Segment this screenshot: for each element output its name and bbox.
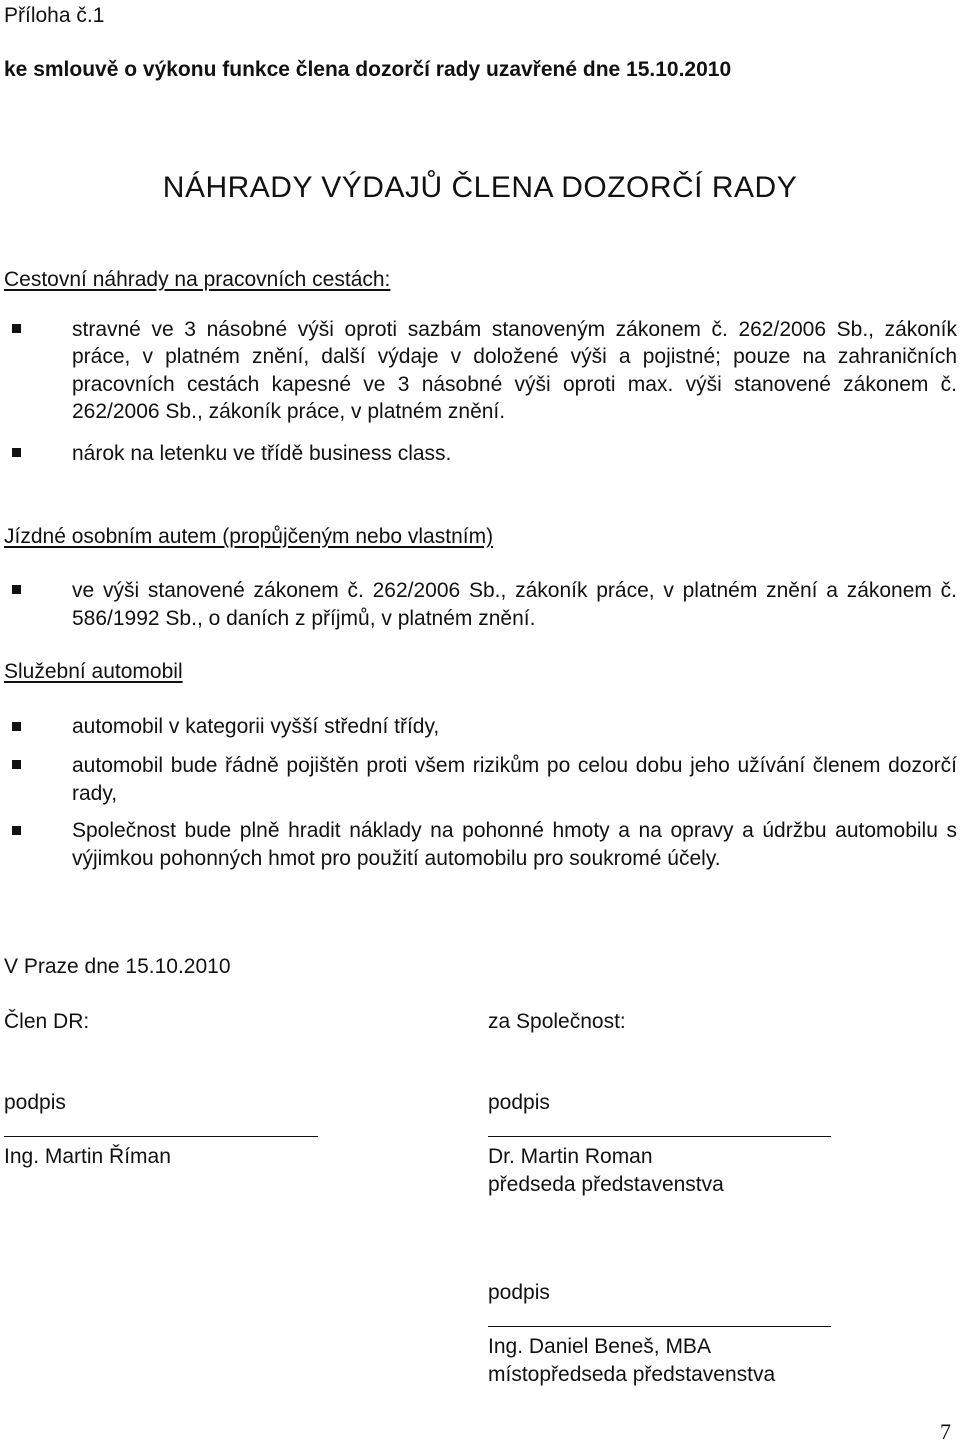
list-item-flight: nárok na letenku ve třídě business class. — [72, 442, 452, 465]
signature-line — [488, 1326, 831, 1327]
contract-reference: ke smlouvě o výkonu funkce člena dozorčí rady uzavřené dne 15.10.2010 — [4, 58, 732, 81]
signature-label: podpis — [488, 1281, 550, 1304]
page-title: NÁHRADY VÝDAJŮ ČLENA DOZORČÍ RADY — [162, 171, 798, 204]
list-item-travel-allowance: stravné ve 3 násobné výši oproti sazbám stanoveným zákonem č. 262/2006 Sb., zákoník práce, v platném znění, další výdaje v doložené výši a pojistné; pouze na zahraničních pracovních cestách kapesné ve 3 násobné výši oproti max. výši stanovené zákonem č. 262/2006 Sb., zákoník práce, v platném znění. — [72, 318, 957, 423]
list-item-car-fees: ve výši stanovené zákonem č. 262/2006 Sb., zákoník práce, v platném znění a zákonem č. 586/1992 Sb., o daních z příjmů, v platném znění. — [72, 579, 957, 630]
bullet-icon — [12, 722, 21, 731]
signatory-name: Ing. Martin Říman — [4, 1145, 171, 1168]
list-item-car-insurance-text: automobil bude řádně pojištěn proti všem rizikům po celou dobu jeho užívání členem dozorčí rady, — [72, 754, 957, 805]
signatory-name: Dr. Martin Roman — [488, 1145, 653, 1168]
signature-label: podpis — [488, 1091, 550, 1114]
signature-line — [4, 1136, 318, 1137]
signatory-name: Ing. Daniel Beneš, MBA — [488, 1335, 711, 1358]
section-heading-company-car: Služební automobil — [4, 660, 183, 683]
bullet-icon — [12, 826, 21, 835]
signature-label: podpis — [4, 1091, 66, 1114]
bullet-icon — [12, 324, 21, 333]
place-date: V Praze dne 15.10.2010 — [4, 955, 231, 978]
annex-label: Příloha č.1 — [4, 4, 105, 27]
list-item-car-class: automobil v kategorii vyšší střední třídy, — [72, 715, 440, 738]
page-number: 7 — [940, 1419, 951, 1444]
bullet-icon — [12, 448, 21, 457]
section-heading-travel: Cestovní náhrady na pracovních cestách: — [4, 268, 391, 291]
signatory-role: předseda představenstva — [488, 1173, 724, 1196]
bullet-icon — [12, 585, 21, 594]
signatory-role: místopředseda představenstva — [488, 1363, 776, 1386]
list-item-fuel-costs: Společnost bude plně hradit náklady na pohonné hmoty a na opravy a údržbu automobilu s výjimkou pohonných hmot pro použití automobilu pro soukromé účely. — [72, 819, 957, 870]
signature-line — [488, 1136, 831, 1137]
signature-right-header: za Společnost: — [488, 1010, 626, 1033]
section-heading-car-fees: Jízdné osobním autem (propůjčeným nebo vlastním) — [4, 525, 494, 548]
list-item-car-insurance — [72, 752, 957, 808]
signature-left-header: Člen DR: — [4, 1010, 90, 1033]
